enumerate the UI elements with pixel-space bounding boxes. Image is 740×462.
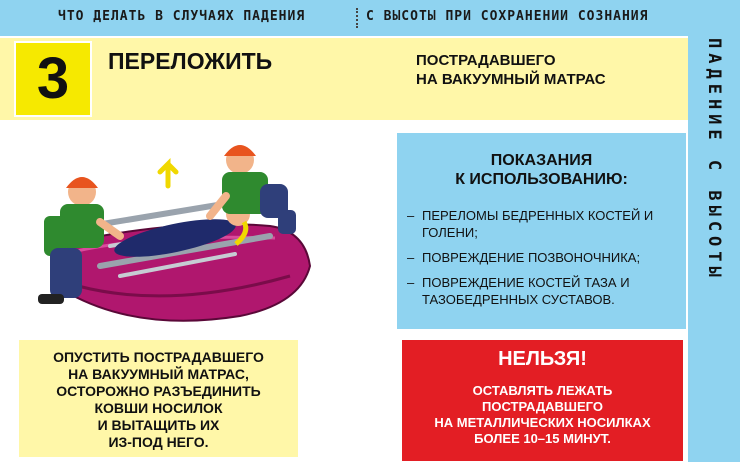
step-object-line1: ПОСТРАДАВШЕГО	[416, 52, 556, 69]
side-strip	[688, 0, 740, 462]
step-object	[416, 51, 666, 89]
indications-title-line2: К ИСПОЛЬЗОВАНИЮ:	[455, 171, 628, 188]
step-action: ПЕРЕЛОЖИТЬ	[108, 48, 273, 74]
indication-text: ПОВРЕЖДЕНИЕ КОСТЕЙ ТАЗА И ТАЗОБЕДРЕННЫХ СУСТАВОВ.	[422, 275, 630, 307]
indication-text: ПОВРЕЖДЕНИЕ ПОЗВОНОЧНИКА;	[422, 250, 641, 265]
indications-title-line1: ПОКАЗАНИЯ	[490, 152, 593, 169]
rescuers-transferring-victim-illustration	[0, 126, 390, 336]
step-number-box	[14, 41, 92, 117]
forbidden-text: ОСТАВЛЯТЬ ЛЕЖАТЬ ПОСТРАДАВШЕГО НА МЕТАЛЛИЧЕСКИХ НОСИЛКАХ БОЛЕЕ 10–15 МИНУТ.	[434, 383, 651, 446]
side-label: ПАДЕНИЕ С ВЫСОТЫ	[704, 38, 724, 282]
instruction-text: ОПУСТИТЬ ПОСТРАДАВШЕГО НА ВАКУУМНЫЙ МАТРАС, ОСТОРОЖНО РАЗЪЕДИНИТЬ КОВШИ НОСИЛОК И ВЫТАЩИТЬ ИХ ИЗ-ПОД НЕГО.	[53, 349, 264, 450]
step-number: 3	[36, 46, 70, 111]
forbidden-box	[402, 340, 683, 461]
indications-list	[407, 207, 682, 316]
step-object-line2: НА ВАКУУМНЫЙ МАТРАС	[416, 71, 606, 88]
header-right-text: С ВЫСОТЫ ПРИ СОХРАНЕНИИ СОЗНАНИЯ	[366, 9, 649, 24]
indications-box	[397, 133, 686, 329]
indication-text: ПЕРЕЛОМЫ БЕДРЕННЫХ КОСТЕЙ И ГОЛЕНИ;	[422, 208, 654, 240]
header-divider	[356, 8, 358, 28]
instruction-box	[19, 340, 298, 457]
header-band	[0, 0, 688, 36]
list-item: – ПОВРЕЖДЕНИЕ КОСТЕЙ ТАЗА И ТАЗОБЕДРЕННЫХ СУСТАВОВ.	[407, 275, 630, 307]
forbidden-title: НЕЛЬЗЯ!	[498, 348, 587, 370]
list-item: – ПЕРЕЛОМЫ БЕДРЕННЫХ КОСТЕЙ И ГОЛЕНИ;	[407, 208, 654, 240]
header-left-text: ЧТО ДЕЛАТЬ В СЛУЧАЯХ ПАДЕНИЯ	[58, 9, 306, 24]
list-item: – ПОВРЕЖДЕНИЕ ПОЗВОНОЧНИКА;	[407, 250, 641, 265]
indications-title	[397, 151, 686, 189]
rotate-arrow-icon	[160, 164, 176, 186]
